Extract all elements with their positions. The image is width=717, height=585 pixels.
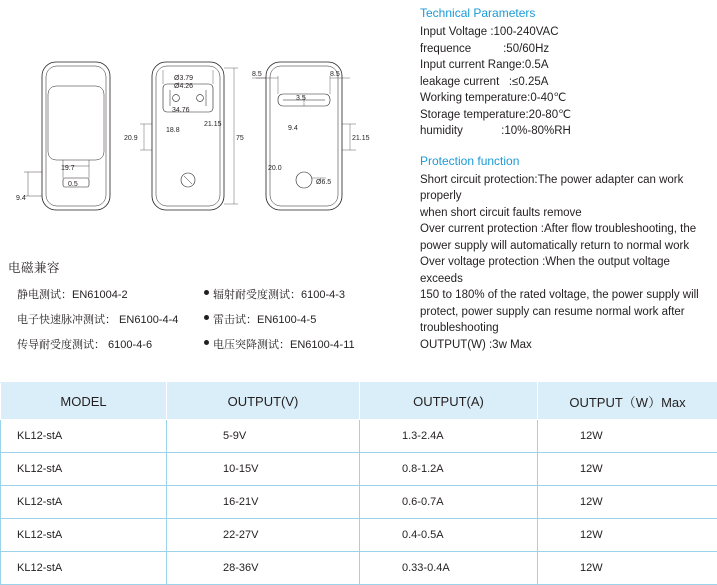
svg-text:34.76: 34.76 (172, 107, 190, 114)
emc-row (8, 336, 388, 352)
svg-text:3.5: 3.5 (296, 95, 306, 102)
column-header-model: MODEL (1, 383, 167, 420)
cell-output-a: 1.3-2.4A (360, 420, 538, 453)
protection-line: when short circuit faults remove (420, 205, 710, 222)
table-header-row (1, 383, 717, 420)
cell-model: KL12-stA (1, 552, 167, 585)
cell-model: KL12-stA (1, 420, 167, 453)
cell-output-w: 12W (538, 486, 717, 519)
table-row (1, 453, 717, 486)
cell-output-a: 0.4-0.5A (360, 519, 538, 552)
cell-output-w: 12W (538, 453, 717, 486)
table-row (1, 486, 717, 519)
bullet-icon (204, 290, 209, 295)
parameter-item: Storage temperature:20-80℃ (420, 107, 710, 124)
column-header-output-a: OUTPUT(A) (360, 383, 538, 420)
svg-text:Ø3.79: Ø3.79 (174, 75, 193, 82)
svg-text:21.15: 21.15 (352, 135, 370, 142)
cell-output-v: 22-27V (167, 519, 360, 552)
front-view (24, 62, 110, 210)
parameter-item: Working temperature:0-40℃ (420, 90, 710, 107)
svg-text:8.5: 8.5 (252, 71, 262, 78)
cell-model: KL12-stA (1, 519, 167, 552)
cell-model: KL12-stA (1, 486, 167, 519)
svg-text:8.5: 8.5 (330, 71, 340, 78)
svg-text:21.15: 21.15 (204, 121, 222, 128)
emc-item-label: 电压突降测试：EN6100-4-11 (213, 336, 355, 352)
protection-line: Over voltage protection :When the output voltage exceeds (420, 254, 710, 287)
svg-text:Ø4.26: Ø4.26 (174, 83, 193, 90)
cell-output-w: 12W (538, 420, 717, 453)
emc-item-label: 辐射耐受度测试：6100-4-3 (213, 286, 345, 302)
svg-text:19.7: 19.7 (61, 165, 75, 172)
cell-model: KL12-stA (1, 453, 167, 486)
right-text-column (420, 6, 710, 353)
protection-line: OUTPUT(W) :3w Max (420, 337, 710, 354)
emc-row (8, 286, 388, 302)
emc-item (8, 286, 204, 302)
emc-item (204, 286, 388, 302)
table-row (1, 519, 717, 552)
technical-parameters-list (420, 24, 710, 140)
specification-table (0, 382, 717, 585)
protection-line: power supply will automatically return to normal work (420, 238, 710, 255)
emc-section (8, 258, 388, 361)
svg-text:9.4: 9.4 (288, 125, 298, 132)
emc-item (204, 336, 388, 352)
svg-text:18.8: 18.8 (166, 127, 180, 134)
svg-text:75: 75 (236, 135, 244, 142)
cell-output-a: 0.8-1.2A (360, 453, 538, 486)
technical-parameters-title: Technical Parameters (420, 6, 710, 20)
emc-item-label: 雷击试：EN6100-4-5 (213, 311, 316, 327)
protection-line: 150 to 180% of the rated voltage, the power supply will (420, 287, 710, 304)
bullet-icon (204, 340, 209, 345)
technical-drawings (0, 0, 400, 250)
svg-text:0.5: 0.5 (68, 181, 78, 188)
bullet-icon (204, 315, 209, 320)
emc-item (8, 311, 204, 327)
protection-line: Short circuit protection:The power adapter can work properly (420, 172, 710, 205)
table-row (1, 420, 717, 453)
cell-output-v: 10-15V (167, 453, 360, 486)
emc-item-label: 电子快速脉冲测试： EN6100-4-4 (17, 311, 178, 327)
emc-title: 电磁兼容 (8, 258, 388, 276)
parameter-item: Input current Range:0.5A (420, 57, 710, 74)
back-view (252, 62, 356, 210)
svg-text:20.9: 20.9 (124, 135, 138, 142)
drawing-svg (0, 0, 400, 250)
cell-output-a: 0.6-0.7A (360, 486, 538, 519)
emc-item-label: 静电测试：EN61004-2 (17, 286, 128, 302)
cell-output-w: 12W (538, 519, 717, 552)
emc-item (8, 336, 204, 352)
column-header-output-w: OUTPUT（W）Max (538, 383, 717, 420)
parameter-item: humidity :10%-80%RH (420, 123, 710, 140)
parameter-item: Input Voltage :100-240VAC (420, 24, 710, 41)
svg-text:20.0: 20.0 (268, 165, 282, 172)
emc-row (8, 311, 388, 327)
parameter-item: leakage current :≤0.25A (420, 74, 710, 91)
protection-function-title: Protection function (420, 154, 710, 168)
emc-item-label: 传导耐受度测试： 6100-4-6 (17, 336, 152, 352)
svg-text:Ø6.5: Ø6.5 (316, 179, 331, 186)
column-header-output-v: OUTPUT(V) (167, 383, 360, 420)
emc-item (204, 311, 388, 327)
cell-output-v: 5-9V (167, 420, 360, 453)
protection-line: protect, power supply can resume normal work after (420, 304, 710, 321)
dimension-labels (16, 71, 370, 202)
table-row (1, 552, 717, 585)
svg-text:9.4: 9.4 (16, 195, 26, 202)
cell-output-a: 0.33-0.4A (360, 552, 538, 585)
protection-function-text (420, 172, 710, 354)
protection-line: troubleshooting (420, 320, 710, 337)
cell-output-v: 16-21V (167, 486, 360, 519)
cell-output-v: 28-36V (167, 552, 360, 585)
parameter-item: frequence :50/60Hz (420, 41, 710, 58)
cell-output-w: 12W (538, 552, 717, 585)
protection-line: Over current protection :After flow troubleshooting, the (420, 221, 710, 238)
